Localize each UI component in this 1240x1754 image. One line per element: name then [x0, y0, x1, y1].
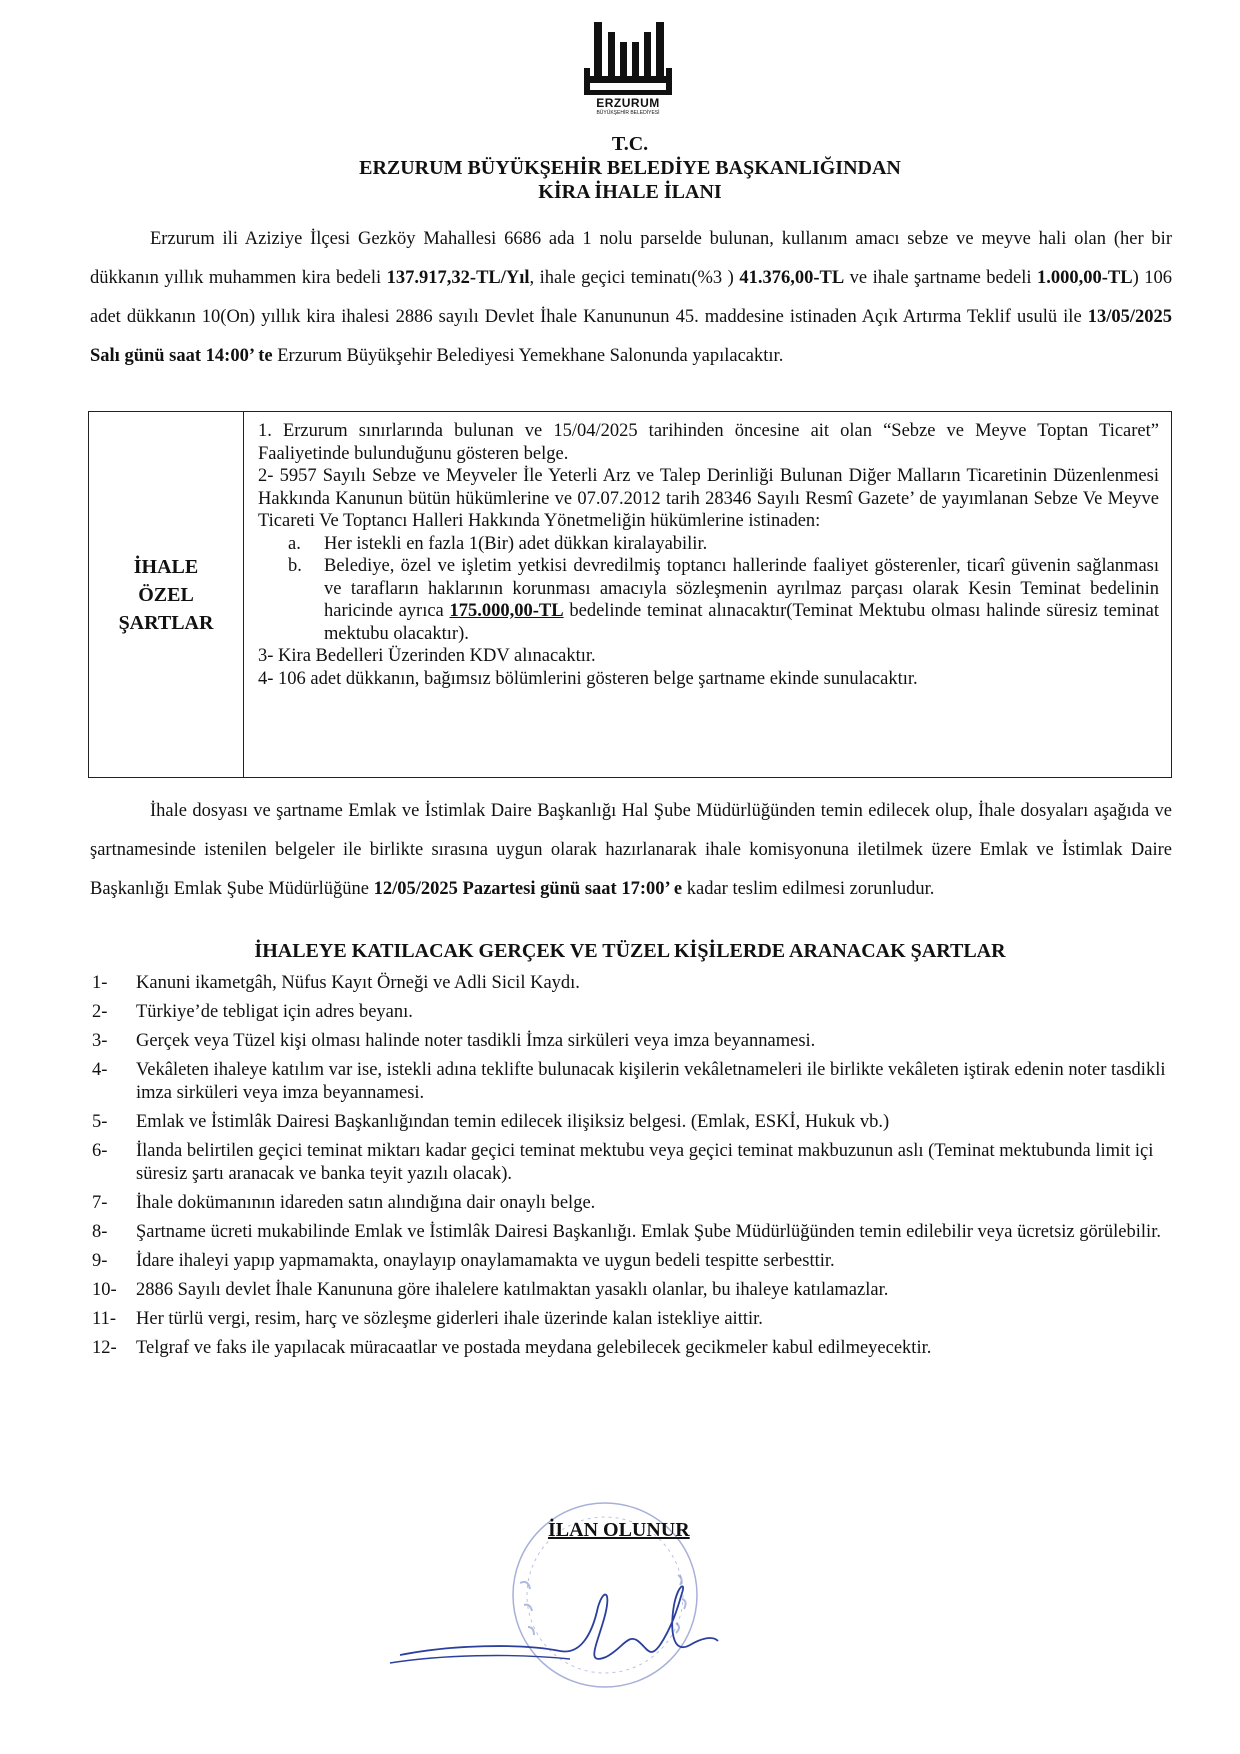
heading-tc: T.C. — [611, 133, 649, 155]
logo-subtext: BÜYÜKŞEHİR BELEDİYESİ — [596, 110, 660, 116]
requirement-number: 7- — [92, 1193, 108, 1213]
guarantee-amount: 41.376,00-TL — [739, 268, 845, 288]
intro-text-5: Erzurum Büyükşehir Belediyesi Yemekhane Salonunda yapılacaktır. — [272, 346, 784, 366]
label-line-2: ÖZEL — [138, 583, 194, 606]
label-line-1: İHALE — [133, 555, 199, 578]
requirement-item — [92, 1140, 1172, 1186]
requirement-number: 4- — [92, 1060, 108, 1080]
condition-1: 1. Erzurum sınırlarında bulunan ve 15/04/2025 tarihinden öncesine ait olan “Sebze ve Meyve Toptan Ticaret” Faaliyetinde bulunduğunu gösteren belge. — [258, 421, 1159, 464]
condition-2: 2- 5957 Sayılı Sebze ve Meyveler İle Yeterli Arz ve Talep Derinliği Bulunan Diğer Malların Ticaretinin Düzenlenmesi Hakkında Kanunun bütün hükümlerine ve 07.07.2012 tarih 28346 Sayılı Resmî Gazete’ de yayımlanan Sebze Ve Meyve Ticareti Ve Toptancı Halleri Hakkında Yönetmeliğin hükümlerine istinaden: — [258, 466, 1159, 531]
condition-2a-marker: a. — [288, 533, 301, 554]
requirement-item — [92, 1059, 1172, 1105]
requirement-number: 5- — [92, 1112, 108, 1132]
requirement-text: Telgraf ve faks ile yapılacak müracaatlar ve postada meydana gelebilecek gecikmeler kabul edilmeyecektir. — [136, 1338, 932, 1358]
intro-text-1: Erzurum ili Aziziye İlçesi Gezköy Mahallesi 6686 ada 1 nolu parselde bulunan, kullanım amacı sebze ve meyve hali olan (her bir dükkanın yıllık muhammen kira bedeli — [90, 229, 1172, 288]
intro-text-3: ve ihale şartname bedeli — [844, 268, 1037, 288]
condition-2a — [258, 533, 1159, 556]
condition-4: 4- 106 adet dükkanın, bağımsız bölümlerini gösteren belge şartname ekinde sunulacaktır. — [258, 668, 918, 689]
submission-deadline: 12/05/2025 Pazartesi günü saat 17:00’ e — [373, 879, 683, 899]
requirement-item — [92, 1279, 1172, 1302]
document-heading — [90, 132, 1170, 204]
requirement-item — [92, 1030, 1172, 1053]
requirement-number: 11- — [92, 1309, 116, 1329]
submission-text-2: kadar teslim edilmesi zorunludur. — [682, 879, 935, 899]
condition-3: 3- Kira Bedelleri Üzerinden KDV alınacaktır. — [258, 646, 596, 666]
specification-fee: 1.000,00-TL — [1036, 268, 1133, 288]
requirement-number: 1- — [92, 973, 108, 993]
requirement-item — [92, 1192, 1172, 1215]
requirement-item — [92, 1001, 1172, 1024]
requirement-item — [92, 1308, 1172, 1331]
requirement-text: İdare ihaleyi yapıp yapmamakta, onaylayıp onaylamamakta ve uygun bedeli tespitte serbesttir. — [136, 1251, 835, 1271]
condition-2b-text — [324, 555, 1159, 645]
heading-title: KİRA İHALE İLANI — [538, 181, 722, 203]
signature-block — [360, 1495, 790, 1725]
requirement-item — [92, 1221, 1172, 1244]
signature-text: İLAN OLUNUR — [548, 1519, 690, 1541]
requirement-number: 3- — [92, 1031, 108, 1051]
requirement-text: Şartname ücreti mukabilinde Emlak ve İstimlâk Dairesi Başkanlığı. Emlak Şube Müdürlüğünden temin edilebilir veya ücretsiz görülebilir. — [136, 1222, 1161, 1242]
condition-2b — [258, 555, 1159, 645]
requirement-number: 10- — [92, 1280, 117, 1300]
requirement-text: Türkiye’de tebligat için adres beyanı. — [136, 1002, 413, 1022]
requirement-text: Emlak ve İstimlâk Dairesi Başkanlığından temin edilecek ilişiksiz belgesi. (Emlak, ESKİ, Hukuk vb.) — [136, 1112, 890, 1132]
requirement-text: İhale dokümanının idareden satın alındığına dair onaylı belge. — [136, 1193, 596, 1213]
submission-text-1: İhale dosyası ve şartname Emlak ve İstimlak Daire Başkanlığı Hal Şube Müdürlüğünden temin edilecek olup, İhale dosyaları aşağıda ve şartnamesinde istenilen belgeler ile birlikte sırasına uygun olarak hazırlanarak ihale komisyonuna iletilmek üzere Emlak ve İstimlak Daire Başkanlığı Emlak Şube Müdürlüğüne — [90, 801, 1172, 899]
condition-2b-text-2: bedelinde teminat alınacaktır(Teminat Mektubu olması halinde süresiz teminat mektubu olacaktır). — [324, 601, 1159, 644]
annual-rent-amount: 137.917,32-TL/Yıl — [386, 268, 530, 288]
requirement-item — [92, 1250, 1172, 1273]
condition-2b-text-1: Belediye, özel ve işletim yetkisi devredilmiş toptancı hallerinde faaliyet gösterenler, ticarî güvenin sağlanması ve tarafların haklarının korunması amacıyla sözleşmenin ayrılmaz parçası olarak Kesin Teminat bedelinin haricinde ayrıca — [324, 556, 1159, 621]
condition-2a-text: Her istekli en fazla 1(Bir) adet dükkan kiralayabilir. — [324, 533, 708, 554]
requirement-text: Gerçek veya Tüzel kişi olması halinde noter tasdikli İmza sirküleri veya imza beyannamesi. — [136, 1031, 816, 1051]
requirement-text: İlanda belirtilen geçici teminat miktarı kadar geçici teminat mektubu veya geçici teminat makbuzunun aslı (Teminat mektubunda limit içi süresiz şartı aranacak ve banka teyit yazılı olacak). — [136, 1141, 1154, 1184]
requirement-text: 2886 Sayılı devlet İhale Kanununa göre ihalelere katılmaktan yasaklı olanlar, bu ihaleye katılamazlar. — [136, 1280, 889, 1300]
intro-text-4: ) 106 adet dükkanın 10(On) yıllık kira ihalesi 2886 sayılı Devlet İhale Kanununun 45. maddesine istinaden Açık Artırma Teklif usulü ile — [90, 268, 1172, 327]
requirement-text: Kanuni ikametgâh, Nüfus Kayıt Örneği ve Adli Sicil Kaydı. — [136, 973, 580, 993]
requirement-item — [92, 972, 1172, 995]
heading-municipality: ERZURUM BÜYÜKŞEHİR BELEDİYE BAŞKANLIĞINDAN — [359, 157, 901, 179]
municipality-logo — [580, 18, 676, 118]
requirement-text: Vekâleten ihaleye katılım var ise, istekli adına teklifte bulunacak kişilerin vekâletnameleri ile birlikte vekâleten iştirak edenin noter tasdikli imza sirküleri veya imza beyannamesi. — [136, 1060, 1166, 1103]
label-line-3: ŞARTLAR — [118, 611, 214, 634]
requirement-number: 6- — [92, 1141, 108, 1161]
special-conditions-body — [244, 412, 1171, 777]
requirement-number: 8- — [92, 1222, 108, 1242]
submission-paragraph — [90, 792, 1172, 909]
logo-emblem-icon — [580, 18, 676, 98]
tender-date: 13/05/2025 Salı günü saat 14:00’ te — [90, 307, 1172, 366]
logo-text: ERZURUM — [596, 96, 660, 110]
final-guarantee-amount: 175.000,00-TL — [449, 601, 564, 621]
requirement-number: 12- — [92, 1338, 117, 1358]
requirement-text: Her türlü vergi, resim, harç ve sözleşme giderleri ihale üzerinde kalan istekliye aittir. — [136, 1309, 763, 1329]
requirement-item — [92, 1337, 1172, 1360]
special-conditions-label — [89, 412, 244, 777]
intro-text-2: , ihale geçici teminatı(%3 ) — [529, 268, 740, 288]
requirements-list — [92, 972, 1172, 1366]
condition-2b-marker: b. — [288, 556, 302, 576]
intro-paragraph — [90, 220, 1172, 376]
special-conditions-table — [88, 411, 1172, 778]
requirements-title: İHALEYE KATILACAK GERÇEK VE TÜZEL KİŞİLERDE ARANACAK ŞARTLAR — [254, 940, 1006, 962]
requirement-number: 9- — [92, 1251, 108, 1271]
requirement-item — [92, 1111, 1172, 1134]
requirement-number: 2- — [92, 1002, 108, 1022]
